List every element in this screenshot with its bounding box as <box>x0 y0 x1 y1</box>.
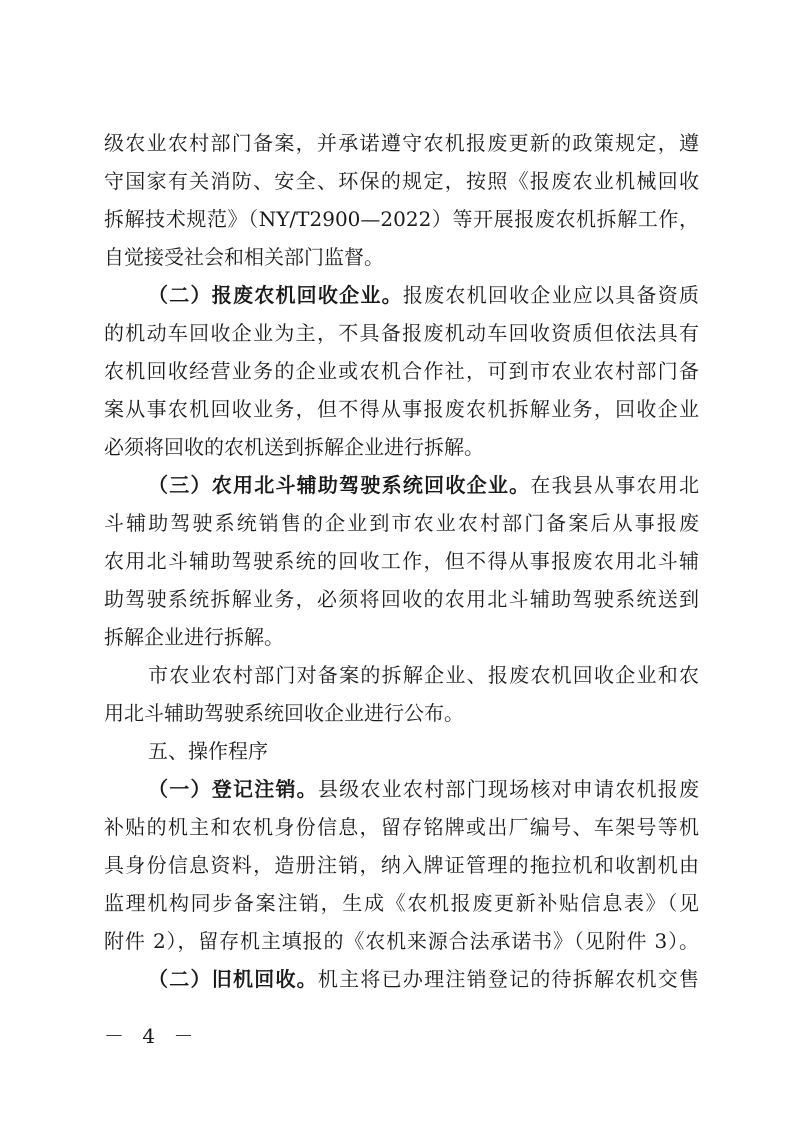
paragraph-heading-line <box>104 960 699 998</box>
text-line: 具身份信息资料，造册注销，纳入牌证管理的拖拉机和收割机由 <box>104 853 699 877</box>
paragraph-heading-line <box>104 276 699 314</box>
text-span: 报废农机回收企业应以具备资质 <box>402 283 700 307</box>
text-line: 拆解企业进行拆解。 <box>104 625 284 649</box>
text-line: 附件 2），留存机主填报的《农机来源合法承诺书》（见附件 3）。 <box>104 929 699 953</box>
text-line: 用北斗辅助驾驶系统回收企业进行公布。 <box>104 701 464 725</box>
paragraph-heading: （二）报废农机回收企业。 <box>148 283 403 307</box>
text-line: 斗辅助驾驶系统销售的企业到市农业农村部门备案后从事报废 <box>104 511 699 535</box>
text-line: 必须将回收的农机送到拆解企业进行拆解。 <box>104 435 484 459</box>
text-line: 农机回收经营业务的企业或农机合作社，可到市农业农村部门备 <box>104 359 699 383</box>
paragraph-heading: （一）登记注销。 <box>148 777 318 801</box>
document-body <box>104 124 699 998</box>
text-span: 在我县从事农用北 <box>530 473 700 497</box>
text-line: 的机动车回收企业为主，不具备报废机动车回收资质但依法具有 <box>104 321 699 345</box>
text-line: 级农业农村部门备案，并承诺遵守农机报废更新的政策规定，遵 <box>104 131 699 155</box>
text-span: 县级农业农村部门现场核对申请农机报废 <box>317 777 700 801</box>
text-line: 自觉接受社会和相关部门监督。 <box>104 245 384 269</box>
paragraph-heading: （二）旧机回收。 <box>148 967 318 991</box>
text-line: 助驾驶系统拆解业务，必须将回收的农用北斗辅助驾驶系统送到 <box>104 587 699 611</box>
text-line: 案从事农机回收业务，但不得从事报废农机拆解业务，回收企业 <box>104 397 699 421</box>
paragraph-heading: （三）农用北斗辅助驾驶系统回收企业。 <box>148 473 531 497</box>
text-line: 农用北斗辅助驾驶系统的回收工作，但不得从事报废农用北斗辅 <box>104 549 699 573</box>
section-heading: 五、操作程序 <box>148 739 268 763</box>
text-line: 守国家有关消防、安全、环保的规定，按照《报废农业机械回收 <box>104 169 699 193</box>
text-line: 市农业农村部门对备案的拆解企业、报废农机回收企业和农 <box>148 663 699 687</box>
paragraph-heading-line <box>104 466 699 504</box>
page-number: － 4 － <box>104 1024 200 1048</box>
text-line: 补贴的机主和农机身份信息，留存铭牌或出厂编号、车架号等机 <box>104 815 699 839</box>
text-span: 机主将已办理注销登记的待拆解农机交售 <box>317 967 700 991</box>
text-line: 拆解技术规范》（NY/T2900—2022）等开展报废农机拆解工作， <box>104 207 699 231</box>
text-line: 监理机构同步备案注销，生成《农机报废更新补贴信息表》（见 <box>104 891 699 915</box>
paragraph-heading-line <box>104 770 699 808</box>
